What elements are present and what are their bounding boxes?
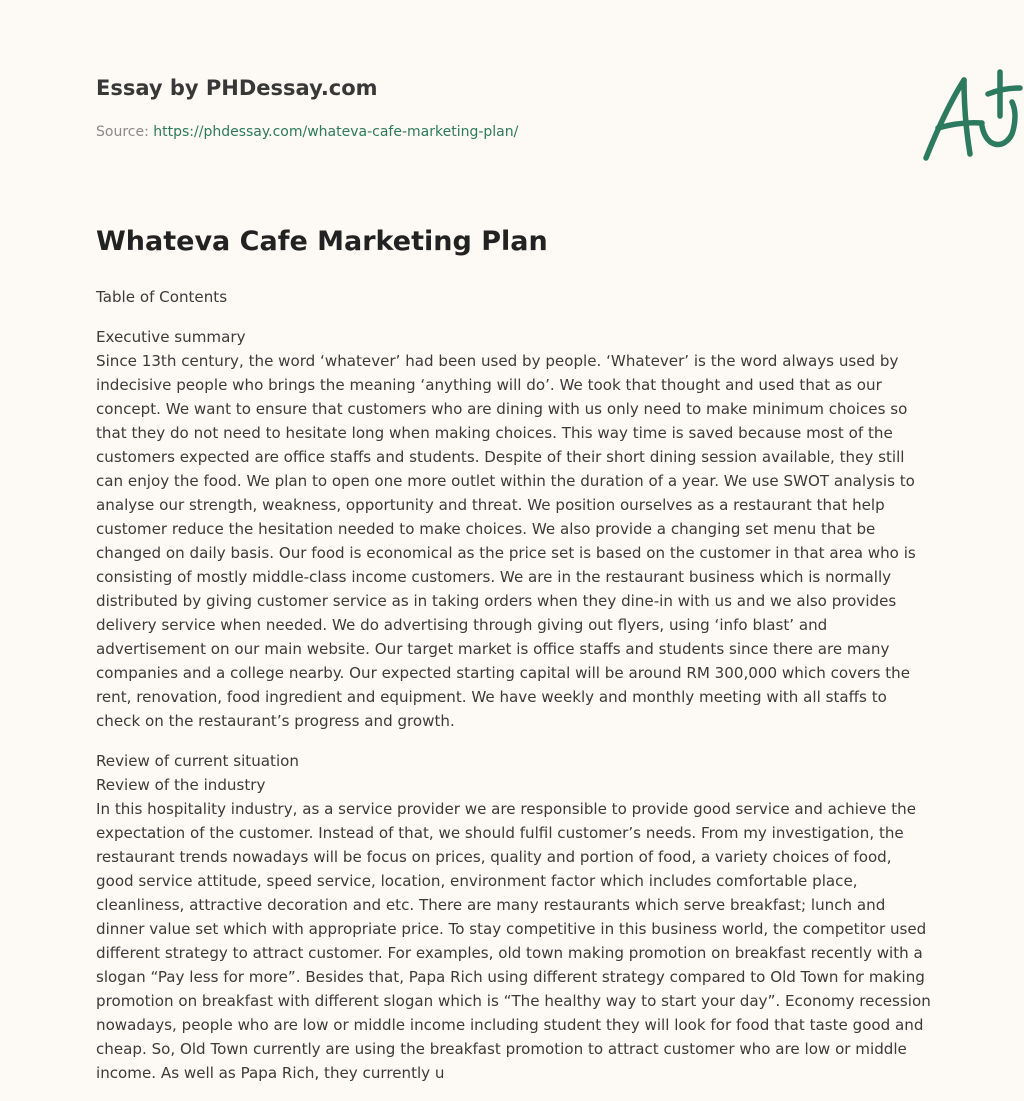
source-line bbox=[96, 124, 518, 140]
source-label: Source: bbox=[96, 124, 154, 140]
executive-summary-body: Since 13th century, the word ‘whatever’ had been used by people. ‘Whatever’ is the word always used by indecisive people who brings the meaning ‘anything will do’. We took that thought and used that as our concept. We want to ensure that customers who are dining with us only need to make minimum choices so that they do not need to hesitate long when making choices. This way time is saved because most of the customers expected are office staffs and students. Despite of their short dining session available, they still can enjoy the food. We plan to open one more outlet within the duration of a year. We use SWOT analysis to analyse our strength, weakness, opportunity and threat. We position ourselves as a restaurant that help customer reduce the hesitation needed to make choices. We also provide a changing set menu that be changed on daily basis. Our food is economical as the price set is based on the customer in that area who is consisting of mostly middle-class income customers. We are in the restaurant business which is normally distributed by giving customer service as in taking orders when they dine-in with us and we also provides delivery service when needed. We do advertising through giving out flyers, using ‘info blast’ and advertisement on our main website. Our target market is office staffs and students since there are many companies and a college nearby. Our expected starting capital will be around RM 300,000 which covers the rent, renovation, food ingredient and equipment. We have weekly and monthly meeting with all staffs to check on the restaurant’s progress and growth. bbox=[96, 352, 916, 730]
executive-summary-heading: Executive summary bbox=[96, 328, 246, 346]
site-brand: Essay by PHDessay.com bbox=[96, 76, 378, 100]
table-of-contents-label: Table of Contents bbox=[96, 288, 228, 306]
review-heading: Review of current situation bbox=[96, 752, 299, 770]
essay-title: Whateva Cafe Marketing Plan bbox=[96, 226, 548, 257]
industry-heading: Review of the industry bbox=[96, 776, 266, 794]
source-link[interactable]: https://phdessay.com/whateva-cafe-marketing-plan/ bbox=[153, 124, 519, 140]
essay-content bbox=[96, 285, 932, 1101]
a-plus-logo-icon bbox=[920, 66, 1024, 166]
executive-summary-paragraph bbox=[96, 325, 932, 733]
review-section-paragraph bbox=[96, 749, 932, 1085]
industry-body: In this hospitality industry, as a service provider we are responsible to provide good service and achieve the expectation of the customer. Instead of that, we should fulfil customer’s needs. From my investigation, the restaurant trends nowadays will be focus on prices, quality and portion of food, a variety choices of food, good service attitude, speed service, location, environment factor which includes comfortable place, cleanliness, attractive decoration and etc. There are many restaurants which serve breakfast; lunch and dinner value set which with appropriate price. To stay competitive in this business world, the competitor used different strategy to attract customer. For examples, old town making promotion on breakfast recently with a slogan “Pay less for more”. Besides that, Papa Rich using different strategy compared to Old Town for making promotion on breakfast with different slogan which is “The healthy way to start your day”. Economy recession nowadays, people who are low or middle income including student they will look for food that taste good and cheap. So, Old Town currently are using the breakfast promotion to attract customer who are low or middle income. As well as Papa Rich, they currently u bbox=[96, 800, 931, 1082]
